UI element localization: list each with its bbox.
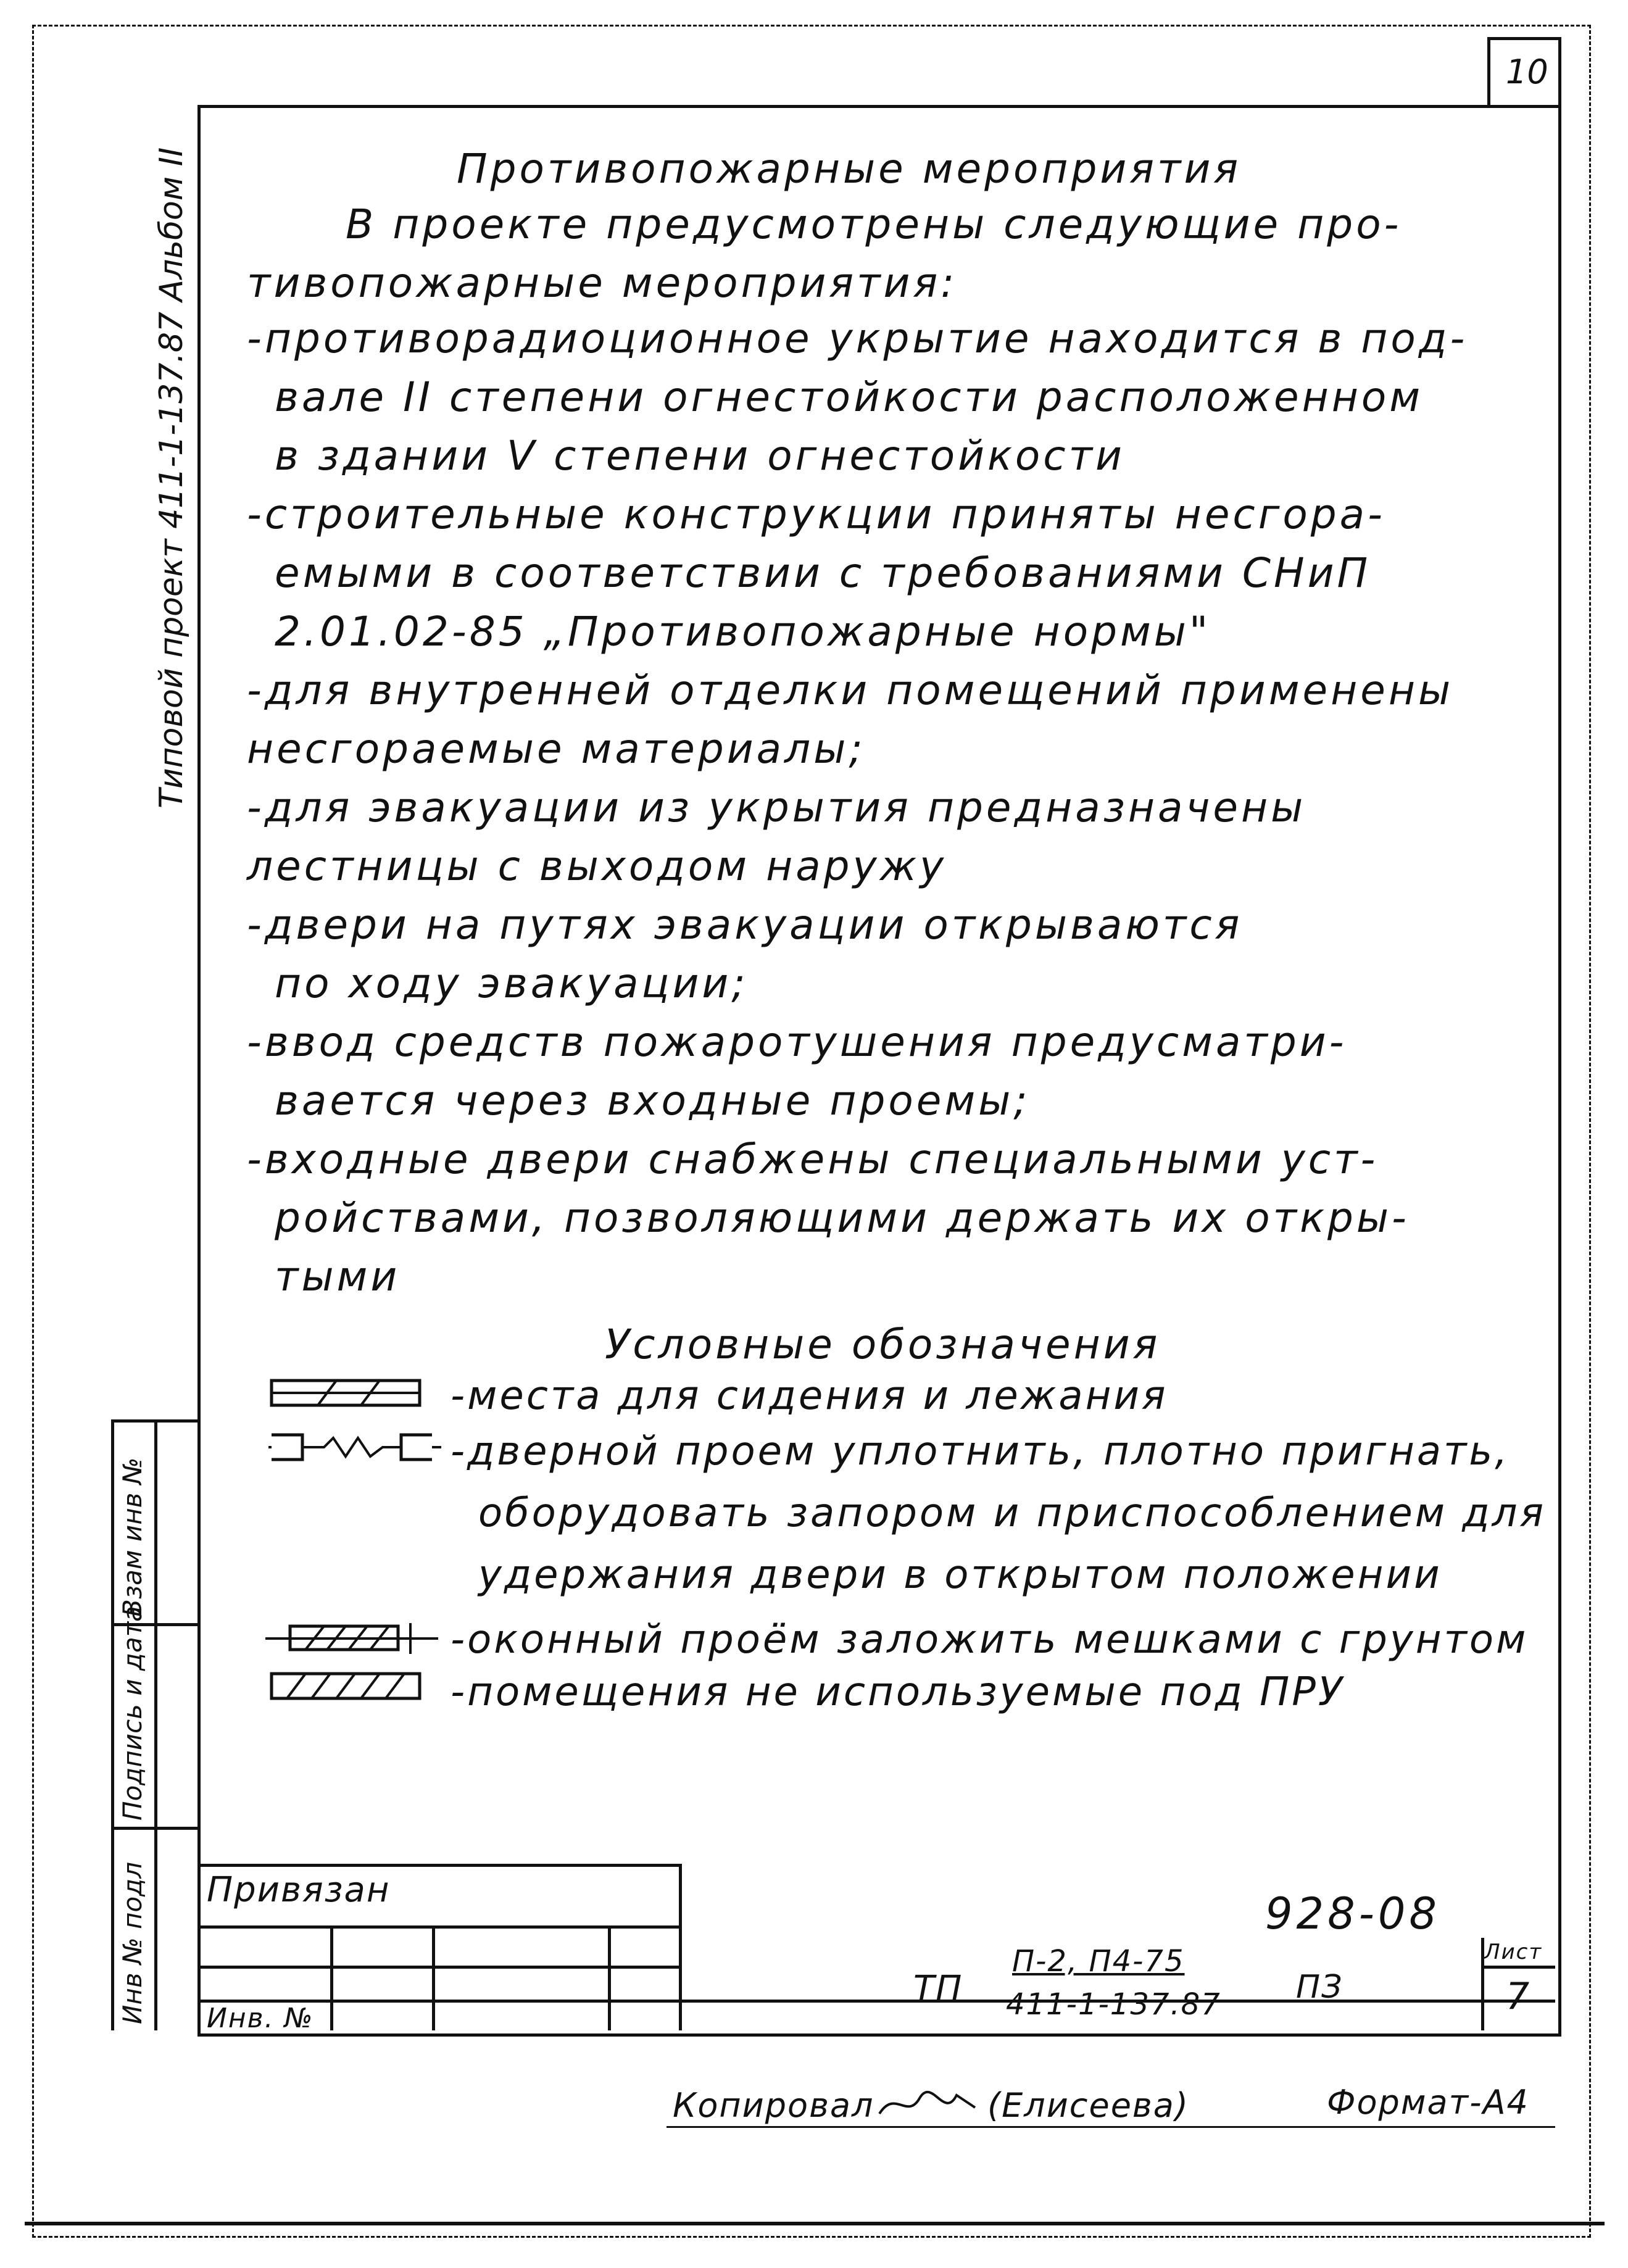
- stamp-pz: ПЗ: [1296, 1969, 1344, 2006]
- body-line-4: вале II степени огнестойкости расположенном: [275, 373, 1424, 421]
- stamp-col-3: [608, 1925, 611, 2030]
- stamp-sheet-label: Лист: [1484, 1940, 1543, 1964]
- stamp-top-rule: [197, 1864, 679, 1867]
- body-line-14: по ходу эвакуации;: [275, 960, 749, 1007]
- body-line-19: тыми: [275, 1253, 401, 1300]
- stamp-rule-2: [197, 1925, 679, 1929]
- body-line-17: -входные двери снабжены специальными уст-: [247, 1136, 1379, 1183]
- stamp-rule-4: [197, 2000, 1555, 2003]
- body-line-8: 2.01.02-85 „Противопожарные нормы": [275, 608, 1211, 655]
- signature: [876, 2083, 981, 2126]
- body-line-15: -ввод средств пожаротушения предусматри-: [247, 1018, 1347, 1066]
- body-line-7: емыми в соответствии с требованиями СНиП: [275, 549, 1371, 597]
- page-title: Противопожарные мероприятия: [457, 145, 1242, 193]
- legend-item-window: -оконный проём заложить мешками с грунтом: [451, 1617, 1529, 1663]
- side-strip-line: [111, 1419, 114, 2030]
- stamp-tp: ТП: [913, 1969, 963, 2009]
- side-stamp: Типовой проект 411-1-137.87 Альбом II: [153, 147, 190, 808]
- stamp-sheet-rule: [1481, 1966, 1555, 1969]
- stamp-col-1: [330, 1925, 333, 2030]
- body-line-1: В проекте предусмотрены следующие про-: [346, 201, 1402, 248]
- legend-item-door-1: -дверной проем уплотнить, плотно пригнать,: [451, 1429, 1510, 1474]
- footer-underline: [667, 2126, 1555, 2128]
- body-line-3: -противорадиоционное укрытие находится в под-: [247, 315, 1468, 362]
- footer-format: Формат-А4: [1327, 2083, 1529, 2122]
- stamp-col-4: [679, 1864, 682, 2030]
- legend-item-door-2: оборудовать запором и приспособлением для: [478, 1490, 1546, 1536]
- stamp-inv-no: Инв. №: [207, 2003, 314, 2034]
- body-line-5: в здании V степени огнестойкости: [275, 432, 1125, 480]
- legend-symbol-unused: [268, 1666, 429, 1709]
- legend-symbol-seats: [268, 1373, 429, 1416]
- side-cell-vzam: Взам инв №: [117, 1457, 147, 1617]
- legend-title: Условные обозначения: [605, 1321, 1161, 1368]
- body-line-12: лестницы с выходом наружу: [247, 842, 947, 890]
- stamp-col-2: [432, 1925, 435, 2030]
- side-cell-podpis: Подпись и дата: [117, 1606, 147, 1821]
- side-strip-line-2: [154, 1419, 157, 2030]
- stamp-privyazan: Привязан: [207, 1870, 391, 1910]
- stamp-code-top: П-2, П4-75: [1012, 1944, 1185, 1979]
- footer-copied-by: Копировал: [673, 2086, 874, 2125]
- legend-item-door-3: удержания двери в открытом положении: [478, 1552, 1442, 1598]
- legend-item-unused: -помещения не используемые под ПРУ: [451, 1669, 1345, 1715]
- side-strip-top: [111, 1419, 197, 1423]
- side-strip-div-2: [111, 1827, 197, 1830]
- body-line-16: вается через входные проемы;: [275, 1077, 1031, 1124]
- stamp-sheet-no: 7: [1506, 1975, 1531, 2018]
- body-line-13: -двери на путях эвакуации открываются: [247, 901, 1243, 949]
- body-line-10: несгораемые материалы;: [247, 725, 866, 773]
- body-line-2: тивопожарные мероприятия:: [247, 259, 958, 307]
- stamp-rule-3: [197, 1966, 679, 1969]
- body-line-18: ройствами, позволяющими держать их откры-: [275, 1194, 1410, 1242]
- legend-symbol-window: [262, 1617, 441, 1660]
- body-line-9: -для внутренней отделки помещений применены: [247, 667, 1454, 714]
- side-cell-inv-podl: Инв № подл: [117, 1861, 147, 2024]
- body-line-6: -строительные конструкции приняты несгора-: [247, 491, 1385, 538]
- page-number: 10: [1506, 52, 1548, 91]
- body-line-11: -для эвакуации из укрытия предназначены: [247, 784, 1306, 831]
- legend-symbol-door: [265, 1419, 444, 1475]
- footer-name: (Елисеева): [987, 2086, 1189, 2125]
- legend-item-seats: -места для сидения и лежания: [451, 1373, 1168, 1419]
- bottom-edge: [25, 2222, 1605, 2225]
- stamp-code-bottom: 411-1-137.87: [1006, 1987, 1221, 2022]
- stamp-number: 928-08: [1265, 1888, 1440, 1939]
